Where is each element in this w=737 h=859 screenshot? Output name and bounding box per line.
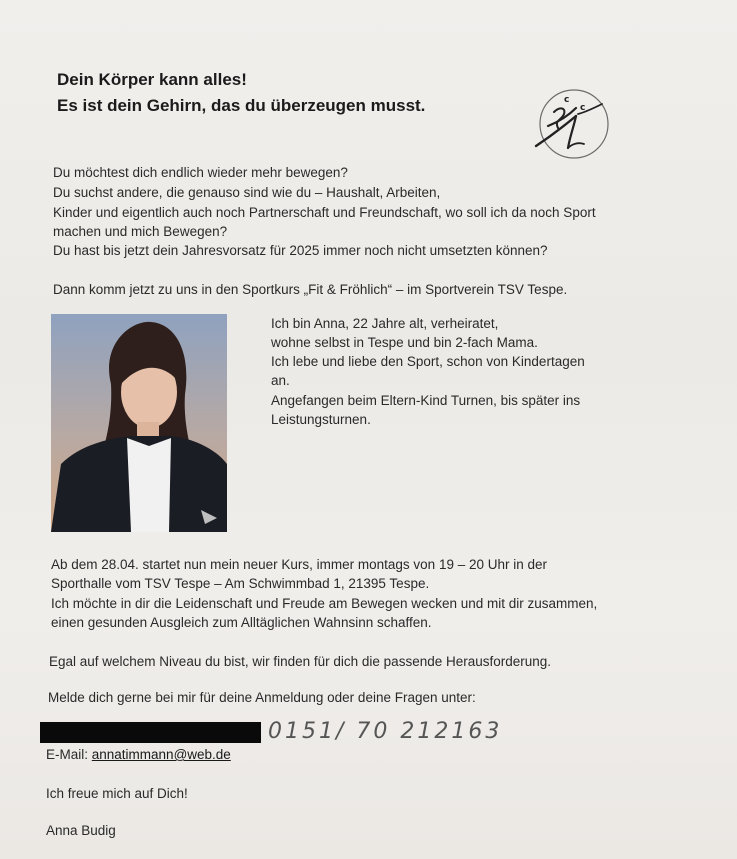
course-line: Ich möchte in dir die Leidenschaft und Freude am Bewegen wecken und mit dir zusammen, — [51, 596, 598, 611]
intro-line: Kinder und eigentlich auch noch Partnerschaft und Freundschaft, wo soll ich da noch Sport — [53, 205, 596, 220]
intro-line: Du suchst andere, die genauso sind wie du – Haushalt, Arbeiten, — [53, 185, 441, 200]
contact-prompt: Melde dich gerne bei mir für deine Anmeldung oder deine Fragen unter: — [48, 690, 476, 705]
headline-line-2: Es ist dein Gehirn, das du überzeugen musst. — [57, 96, 426, 115]
invite-text: Dann komm jetzt zu uns in den Sportkurs „Fit & Fröhlich“ – im Sportverein TSV Tespe. — [53, 282, 568, 297]
svg-text:c: c — [580, 103, 586, 113]
course-line: Sporthalle vom TSV Tespe – Am Schwimmbad 1, 21395 Tespe. — [51, 576, 430, 591]
runner-logo-icon — [524, 86, 616, 162]
email-link[interactable]: annatimmann@web.de — [91, 747, 231, 762]
signature-name: Anna Budig — [46, 823, 116, 838]
svg-text:c: c — [564, 95, 570, 105]
bio-line: Angefangen beim Eltern-Kind Turnen, bis später ins — [271, 393, 581, 408]
email-line — [46, 745, 231, 765]
level-text: Egal auf welchem Niveau du bist, wir finden für dich die passende Herausforderung. — [49, 654, 552, 669]
portrait-photo — [51, 314, 227, 532]
course-line: einen gesunden Ausgleich zum Alltäglichen Wahnsinn schaffen. — [51, 615, 432, 630]
redacted-block — [40, 722, 261, 743]
bio-line: an. — [271, 373, 290, 388]
intro-line: machen und mich Bewegen? — [53, 224, 228, 239]
bio-line: Leistungsturnen. — [271, 412, 371, 427]
course-line: Ab dem 28.04. startet nun mein neuer Kurs, immer montags von 19 – 20 Uhr in der — [51, 557, 548, 572]
headline-line-1: Dein Körper kann alles! — [57, 70, 247, 89]
intro-line: Du hast bis jetzt dein Jahresvorsatz für 2025 immer noch nicht umsetzten können? — [53, 243, 548, 258]
bio-line: Ich bin Anna, 22 Jahre alt, verheiratet, — [271, 316, 499, 331]
bio-line: wohne selbst in Tespe und bin 2-fach Mama. — [271, 335, 538, 350]
intro-line: Du möchtest dich endlich wieder mehr bewegen? — [53, 165, 348, 180]
bio-line: Ich lebe und liebe den Sport, schon von Kindertagen — [271, 354, 585, 369]
email-label: E-Mail: — [46, 747, 92, 762]
handwritten-phone-number: 0151/ 70 212163 — [268, 719, 503, 744]
closing-text: Ich freue mich auf Dich! — [46, 786, 188, 801]
